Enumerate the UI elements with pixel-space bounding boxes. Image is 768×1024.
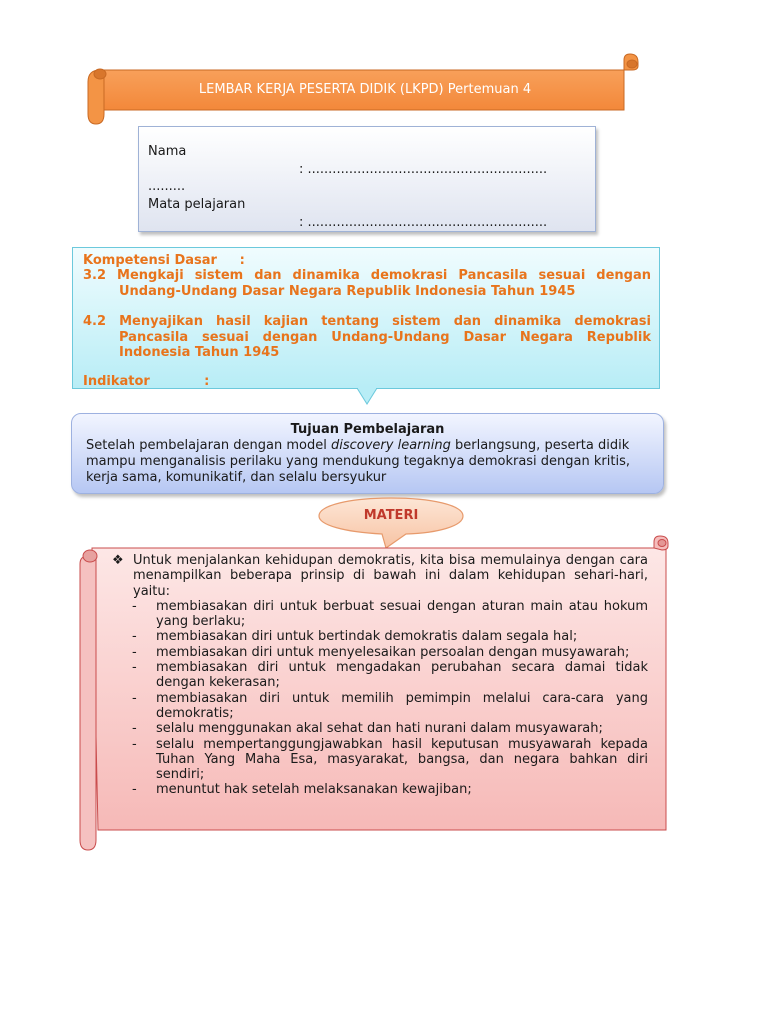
materi-intro xyxy=(112,553,648,599)
list-item xyxy=(112,737,648,783)
tujuan-title: Tujuan Pembelajaran xyxy=(290,422,445,437)
nama-field-continuation: ......... xyxy=(148,179,186,194)
list-item-text: membiasakan diri untuk memilih pemimpin melalui cara-cara yang demokratis; xyxy=(156,690,648,721)
list-item xyxy=(112,691,648,722)
kompetensi-number: 4.2 xyxy=(83,314,107,329)
list-item-text: menuntut hak setelah melaksanakan kewajiban; xyxy=(156,782,472,798)
kompetensi-item xyxy=(83,314,651,361)
list-item-text: selalu mempertanggungjawabkan hasil keputusan musyawarah kepada Tuhan Yang Maha Esa, masyarakat, bangsa, dan negara bahkan diri sendiri; xyxy=(156,736,648,783)
kompetensi-dasar-heading: Kompetensi Dasar : xyxy=(83,253,245,268)
page-title: LEMBAR KERJA PESERTA DIDIK (LKPD) Pertemuan 4 xyxy=(198,82,532,97)
dash-bullet-icon: - xyxy=(132,644,137,660)
tujuan-text-part: Setelah pembelajaran dengan model xyxy=(86,438,331,453)
nama-field[interactable]: : .......................................................... xyxy=(299,162,548,177)
list-item-text: membiasakan diri untuk mengadakan perubahan secara damai tidak dengan kekerasan; xyxy=(156,660,648,691)
dash-bullet-icon: - xyxy=(132,598,137,614)
list-item-text: membiasakan diri untuk menyelesaikan persoalan dengan musyawarah; xyxy=(156,644,630,660)
kompetensi-text: Mengkaji sistem dan dinamika demokrasi Pancasila sesuai dengan Undang-Undang Dasar Negara Republik Indonesia Tahun 1945 xyxy=(117,268,652,299)
list-item xyxy=(112,645,648,660)
list-item-text: membiasakan diri untuk bertindak demokratis dalam segala hal; xyxy=(156,629,578,645)
list-item-text: selalu menggunakan akal sehat dan hati nurani dalam musyawarah; xyxy=(156,721,603,737)
identity-box xyxy=(138,126,596,232)
tujuan-text-part: berlangsung, peserta didik mampu menganalisis perilaku yang mendukung tegaknya demokrasi dengan kritis, kerja sama, komunikatif, dan selalu bersyukur xyxy=(86,438,630,485)
list-item-text: membiasakan diri untuk berbuat sesuai dengan aturan main atau hokum yang berlaku; xyxy=(156,598,648,630)
list-item xyxy=(112,599,648,630)
list-item xyxy=(112,629,648,644)
callout-pointer-icon xyxy=(357,388,377,406)
tujuan-pembelajaran-box xyxy=(71,413,664,494)
kompetensi-dasar-box xyxy=(72,247,660,389)
diamond-bullet-icon: ❖ xyxy=(112,553,124,568)
indikator-label: Indikator : xyxy=(83,374,210,389)
kompetensi-text: Menyajikan hasil kajian tentang sistem dan dinamika demokrasi Pancasila sesuai dengan Undang-Undang Dasar Negara Republik Indonesia Tahun 1945 xyxy=(119,314,651,360)
tujuan-text-emphasis: discovery learning xyxy=(331,438,451,453)
dash-bullet-icon: - xyxy=(132,736,137,752)
dash-bullet-icon: - xyxy=(132,629,137,645)
nama-label: Nama xyxy=(148,144,187,159)
list-item xyxy=(112,660,648,691)
materi-label: MATERI xyxy=(363,508,419,523)
dash-bullet-icon: - xyxy=(132,690,137,706)
dash-bullet-icon: - xyxy=(132,782,137,798)
materi-content xyxy=(112,553,648,798)
materi-list xyxy=(112,599,648,798)
kompetensi-item xyxy=(83,268,651,299)
list-item xyxy=(112,721,648,736)
tujuan-text xyxy=(86,438,646,486)
kompetensi-number: 3.2 xyxy=(83,268,107,283)
dash-bullet-icon: - xyxy=(132,721,137,737)
mata-pelajaran-field[interactable]: : .......................................................... xyxy=(299,215,548,230)
dash-bullet-icon: - xyxy=(132,660,137,676)
mata-pelajaran-label: Mata pelajaran xyxy=(148,197,246,212)
list-item xyxy=(112,782,648,797)
materi-intro-text: Untuk menjalankan kehidupan demokratis, kita bisa memulainya dengan cara menampilkan beberapa prinsip di bawah ini dalam kehidupan sehari-hari, yaitu: xyxy=(133,553,648,599)
